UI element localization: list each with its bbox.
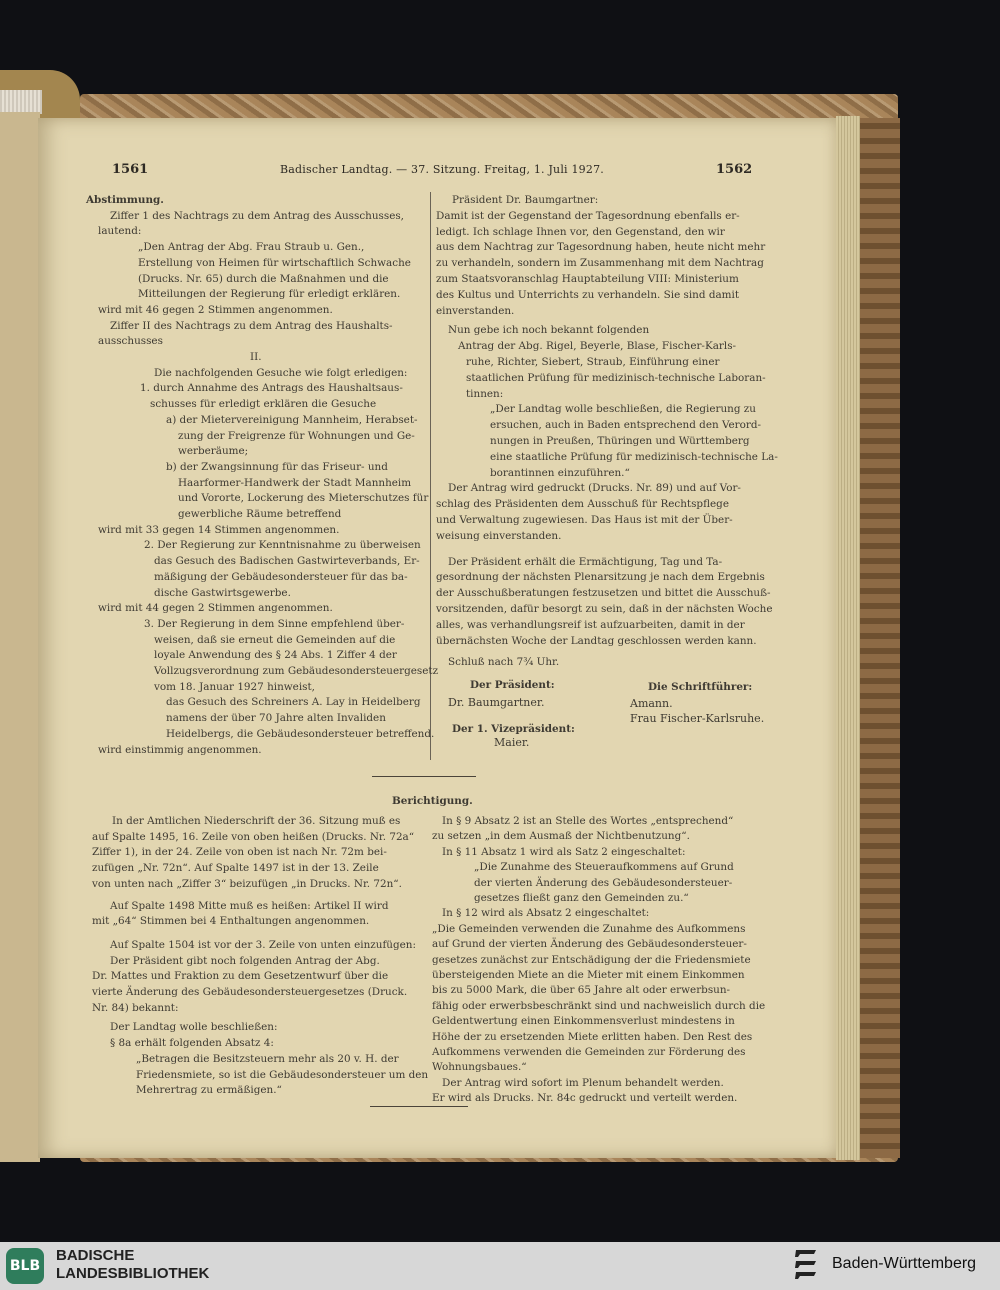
text-line: Schluß nach 7¾ Uhr. — [448, 656, 560, 669]
text-line: Der Präsident gibt noch folgenden Antrag der Abg. — [110, 954, 380, 967]
text-line: II. — [250, 351, 262, 363]
text-line: Nun gebe ich noch bekannt folgenden — [448, 324, 650, 337]
library-name[interactable] — [56, 1247, 209, 1283]
section-rule — [372, 776, 476, 777]
text-line: Dr. Mattes und Fraktion zu dem Gesetzentwurf über die — [92, 970, 389, 983]
text-line: loyale Anwendung des § 24 Abs. 1 Ziffer 4 der — [154, 649, 397, 662]
text-line: Ziffer II des Nachtrags zu dem Antrag des Haushalts- — [110, 319, 393, 332]
president-label: Der Präsident: — [470, 679, 555, 691]
text-line: In § 9 Absatz 2 ist an Stelle des Wortes „entsprechend“ — [442, 815, 734, 827]
text-line: Damit ist der Gegenstand der Tagesordnung ebenfalls er- — [436, 209, 740, 222]
text-line: das Gesuch des Badischen Gastwirteverbands, Er- — [154, 555, 420, 568]
text-line: ledigt. Ich schlage Ihnen vor, den Gegenstand, den wir — [436, 225, 725, 238]
secretary-2: Frau Fischer-Karlsruhe. — [630, 712, 765, 725]
text-line: Abstimmung. — [86, 194, 164, 206]
text-line: Ziffer 1 des Nachtrags zu dem Antrag des Ausschusses, — [110, 209, 404, 222]
text-line: und Verwaltung zugewiesen. Das Haus ist mit der Über- — [436, 514, 733, 526]
text-line: Der Landtag wolle beschließen: — [110, 1021, 278, 1034]
text-line: zu setzen „in dem Ausmaß der Nichtbenutzung“. — [432, 830, 690, 843]
text-line: „Betragen die Besitzsteuern mehr als 20 v. H. der — [136, 1052, 399, 1065]
text-line: (Drucks. Nr. 65) durch die Maßnahmen und die — [138, 272, 389, 285]
text-line: der Ausschußberatungen festzusetzen und bittet die Ausschuß- — [436, 587, 771, 600]
state-name[interactable]: Baden-Württemberg — [832, 1255, 977, 1272]
text-line: Aufkommens verwenden die Gemeinden zur Förderung des — [432, 1046, 746, 1058]
text-line: wird mit 46 gegen 2 Stimmen angenommen. — [98, 303, 333, 316]
text-line: 2. Der Regierung zur Kenntnisnahme zu überweisen — [144, 539, 421, 552]
text-line: tinnen: — [466, 387, 504, 400]
text-line: wird mit 44 gegen 2 Stimmen angenommen. — [98, 602, 333, 615]
text-line: Ziffer 1), in der 24. Zeile von oben ist nach Nr. 72m bei- — [92, 846, 387, 859]
secretary-1: Amann. — [630, 697, 673, 710]
text-line: von unten nach „Ziffer 3“ beizufügen „in Drucks. Nr. 72n“. — [92, 877, 402, 890]
text-line: 1. durch Annahme des Antrags des Haushaltsaus- — [140, 382, 403, 395]
text-line: Nr. 84) bekannt: — [92, 1001, 179, 1014]
page-number-right: 1562 — [716, 162, 753, 177]
text-line: Geldentwertung einen Einkommensverlust mindestens in — [432, 1015, 735, 1028]
text-line: gewerbliche Räume betreffend — [178, 508, 342, 520]
text-line: vom 18. Januar 1927 hinweist, — [154, 680, 315, 693]
text-line: aus dem Nachtrag zur Tagesordnung haben, heute nicht mehr — [436, 241, 766, 254]
text-line: und Vororte, Lockerung des Mieterschutzes für — [178, 492, 429, 505]
text-line: einverstanden. — [436, 304, 515, 317]
text-line: des Kultus und Unterrichts zu verhandeln. Sie sind damit — [436, 288, 740, 301]
left-page-edge — [0, 112, 40, 1162]
text-line: „Den Antrag der Abg. Frau Straub u. Gen., — [138, 241, 365, 254]
president-name: Dr. Baumgartner. — [448, 696, 545, 709]
text-line: Auf Spalte 1498 Mitte muß es heißen: Artikel II wird — [110, 899, 389, 912]
text-line: 3. Der Regierung in dem Sinne empfehlend über- — [144, 617, 405, 630]
text-line: eine staatliche Prüfung für medizinisch-technische La- — [490, 450, 778, 463]
text-line: fähig oder erwerbsbeschränkt sind und nachweislich durch die — [432, 999, 766, 1012]
text-line: auf Spalte 1495, 16. Zeile von oben heißen (Drucks. Nr. 72a“ — [92, 830, 415, 843]
text-line: vorsitzenden, dafür besorgt zu sein, daß in der nächsten Woche — [436, 603, 773, 615]
text-line: „Die Zunahme des Steueraufkommens auf Grund — [474, 861, 734, 874]
text-line: Höhe der zu ersetzenden Miete erlitten haben. Den Rest des — [432, 1030, 753, 1043]
vice-president-name: Maier. — [494, 736, 530, 749]
text-line: werberäume; — [178, 445, 249, 458]
text-line: wird einstimmig angenommen. — [98, 743, 262, 756]
text-line: schusses für erledigt erklären die Gesuche — [150, 398, 377, 411]
page-number-left: 1561 — [112, 162, 149, 177]
text-line: auf Grund der vierten Änderung des Gebäudesondersteuer- — [432, 938, 747, 951]
text-line: Der Antrag wird gedruckt (Drucks. Nr. 89) und auf Vor- — [448, 482, 741, 495]
text-line: alles, was verhandlungsreif ist aufzuarbeiten, damit in der — [436, 618, 745, 631]
text-line: ausschusses — [98, 335, 163, 348]
text-line: das Gesuch des Schreiners A. Lay in Heidelberg — [166, 696, 421, 709]
text-line: staatlichen Prüfung für medizinisch-technische Laboran- — [466, 371, 766, 384]
lions-icon — [792, 1246, 822, 1284]
text-line: nungen in Preußen, Thüringen und Württemberg — [490, 435, 750, 447]
text-line: Mitteilungen der Regierung für erledigt erklären. — [138, 288, 401, 301]
text-line: § 8a erhält folgenden Absatz 4: — [110, 1037, 274, 1050]
text-line: gesetzes fließt ganz den Gemeinden zu.“ — [474, 892, 689, 904]
text-line: Wohnungsbaues.“ — [432, 1061, 527, 1074]
text-line: Der Präsident erhält die Ermächtigung, Tag und Ta- — [448, 555, 723, 568]
text-line: übersteigenden Miete an die Mieter mit einem Einkommen — [432, 969, 745, 981]
text-line: „Die Gemeinden verwenden die Zunahme des Aufkommens — [432, 922, 746, 935]
text-line: Antrag der Abg. Rigel, Beyerle, Blase, Fischer-Karls- — [458, 340, 737, 353]
text-line: Er wird als Drucks. Nr. 84c gedruckt und verteilt werden. — [432, 1092, 738, 1105]
text-line: der vierten Änderung des Gebäudesondersteuer- — [474, 876, 733, 889]
text-line: Der Antrag wird sofort im Plenum behandelt werden. — [442, 1076, 724, 1089]
text-line: wird mit 33 gegen 14 Stimmen angenommen. — [98, 523, 340, 536]
text-line: Haarformer-Handwerk der Stadt Mannheim — [178, 476, 412, 489]
text-line: ruhe, Richter, Siebert, Straub, Einführung einer — [466, 356, 720, 368]
text-line: Präsident Dr. Baumgartner: — [452, 194, 599, 206]
text-line: weisen, daß sie erneut die Gemeinden auf die — [154, 633, 396, 646]
text-line: Heidelbergs, die Gebäudesondersteuer betreffend. — [166, 727, 435, 740]
text-line: weisung einverstanden. — [436, 529, 562, 542]
text-line: mäßigung der Gebäudesondersteuer für das ba- — [154, 570, 408, 583]
text-line: In § 12 wird als Absatz 2 eingeschaltet: — [442, 907, 650, 920]
library-name-line1: BADISCHE — [56, 1247, 135, 1264]
text-line: zufügen „Nr. 72n“. Auf Spalte 1497 ist in der 13. Zeile — [92, 862, 379, 875]
text-line: Auf Spalte 1504 ist vor der 3. Zeile von unten einzufügen: — [110, 938, 416, 951]
text-line: Friedensmiete, so ist die Gebäudesondersteuer um den — [136, 1068, 429, 1081]
text-line: zum Staatsvoranschlag Hauptabteilung VIII: Ministerium — [436, 273, 739, 285]
text-line: gesetzes zunächst zur Entschädigung der die Friedensmiete — [432, 953, 751, 966]
book-cover-edge — [860, 118, 900, 1158]
text-line: namens der über 70 Jahre alten Invaliden — [166, 712, 386, 725]
text-line: In der Amtlichen Niederschrift der 36. Sitzung muß es — [112, 815, 401, 827]
text-line: Erstellung von Heimen für wirtschaftlich Schwache — [138, 256, 411, 269]
text-line: übernächsten Woche der Landtag geschlossen werden kann. — [436, 634, 757, 647]
text-line: a) der Mietervereinigung Mannheim, Herabset- — [166, 413, 418, 426]
end-rule — [370, 1106, 468, 1107]
secretaries-label: Die Schriftführer: — [648, 681, 753, 693]
text-line: „Der Landtag wolle beschließen, die Regierung zu — [490, 403, 756, 416]
text-line: zu verhandeln, sondern im Zusammenhang mit dem Nachtrag — [436, 257, 764, 270]
text-line: In § 11 Absatz 1 wird als Satz 2 eingeschaltet: — [442, 845, 686, 858]
text-line: Mehrertrag zu ermäßigen.“ — [136, 1084, 282, 1097]
bookmark-tag — [0, 90, 42, 114]
text-line: mit „64“ Stimmen bei 4 Enthaltungen angenommen. — [92, 915, 370, 928]
text-line: zung der Freigrenze für Wohnungen und Ge- — [178, 429, 415, 442]
text-line: b) der Zwangsinnung für das Friseur- und — [166, 460, 388, 473]
text-line: ersuchen, auch in Baden entsprechend den Verord- — [490, 419, 762, 432]
running-title: Badischer Landtag. — 37. Sitzung. Freitag, 1. Juli 1927. — [280, 163, 604, 176]
text-line: vierte Änderung des Gebäudesondersteuergesetzes (Druck. — [92, 986, 408, 998]
text-line: schlag des Präsidenten dem Ausschuß für Rechtspflege — [436, 498, 729, 511]
blb-logo[interactable]: BLB — [6, 1248, 44, 1284]
vice-president-label: Der 1. Vizepräsident: — [452, 723, 575, 735]
corrigendum-title: Berichtigung. — [392, 795, 473, 807]
text-line: Vollzugsverordnung zum Gebäudesondersteuergesetz — [154, 665, 439, 677]
text-line: lautend: — [98, 225, 142, 238]
text-line: dische Gastwirtsgewerbe. — [154, 586, 291, 599]
page-edges — [836, 116, 860, 1160]
text-line: Die nachfolgenden Gesuche wie folgt erledigen: — [154, 366, 408, 379]
text-line: borantinnen einzuführen.“ — [490, 466, 630, 479]
library-name-line2: LANDESBIBLIOTHEK — [56, 1265, 210, 1282]
text-line: bis zu 5000 Mark, die über 65 Jahre alt oder erwerbsun- — [432, 984, 731, 997]
text-line: gesordnung der nächsten Plenarsitzung je nach dem Ergebnis — [436, 571, 765, 584]
